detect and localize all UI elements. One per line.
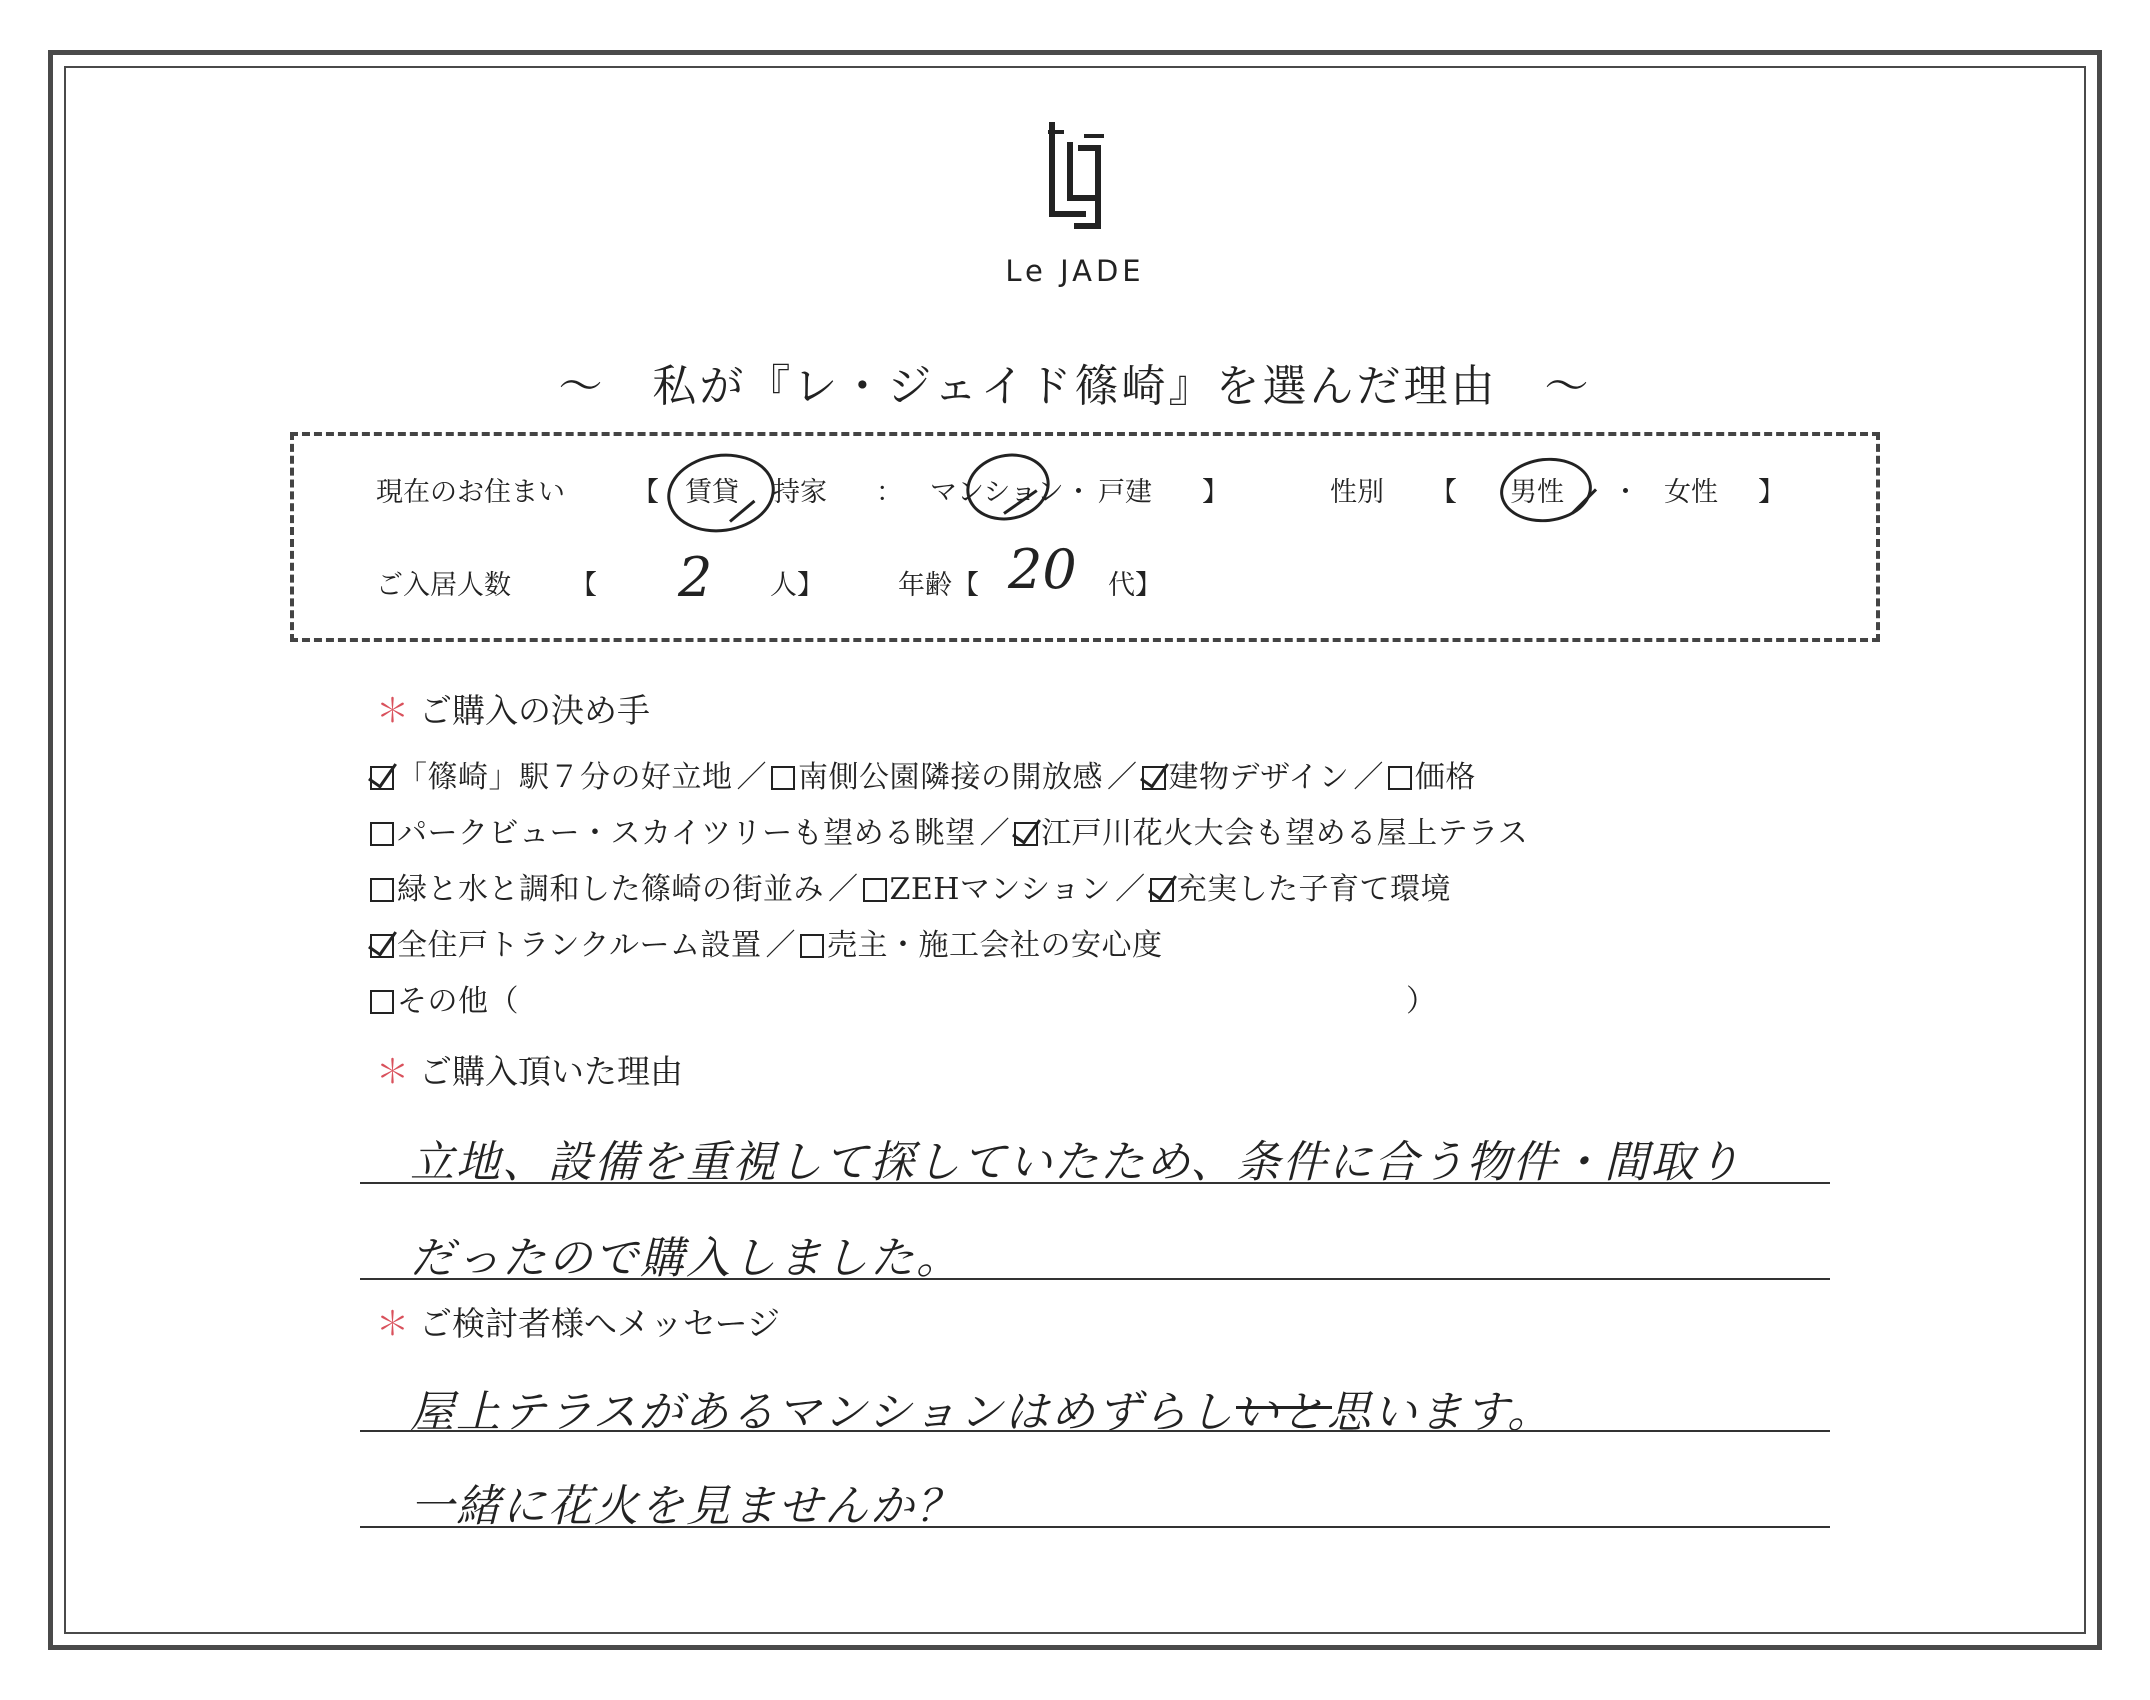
occupants-unit: 人】: [770, 570, 824, 601]
residence-option-rent: 賃貸: [685, 477, 739, 508]
option-developer-trust: 売主・施工会社の安心度: [827, 928, 1163, 963]
age-value: 20: [1008, 538, 1077, 601]
reason-heading: [376, 1046, 683, 1093]
reason-heading-text: ご購入頂いた理由: [419, 1052, 683, 1091]
option-childcare: 充実した子育て環境: [1176, 872, 1452, 907]
reason-rule-1: [360, 1182, 1830, 1184]
checkbox-shinozaki-station[interactable]: [370, 766, 394, 790]
checkbox-price[interactable]: [1388, 766, 1412, 790]
decision-line-2: パークビュー・スカイツリーも望める眺望 ／ 江戸川花火大会も望める屋上テラス: [370, 808, 1528, 852]
message-heading: [376, 1298, 780, 1345]
checkbox-trunk-room[interactable]: [370, 934, 394, 958]
decision-line-other: [370, 976, 519, 1020]
checkbox-park-openness[interactable]: [771, 766, 795, 790]
option-building-design: 建物デザイン: [1168, 760, 1350, 795]
option-trunk-room: 全住戸トランクルーム設置: [397, 928, 762, 963]
checkbox-building-design[interactable]: [1142, 766, 1166, 790]
gender-female: 女性: [1664, 477, 1718, 508]
message-heading-text: ご検討者様へメッセージ: [419, 1304, 781, 1343]
option-shinozaki-station: 「篠崎」駅７分の好立地: [397, 760, 733, 795]
option-park-openness: 南側公園隣接の開放感: [798, 760, 1103, 795]
option-other-close: ）: [1406, 984, 1437, 1019]
message-line-1: 屋上テラスがあるマンションはめずらしいと思います。: [410, 1387, 1554, 1438]
profile-box: [290, 432, 1880, 642]
gender-male: 男性: [1510, 477, 1564, 508]
checkbox-park-view[interactable]: [370, 822, 394, 846]
reason-line-1: 立地、設備を重視して探していたため、条件に合う物件・間取り: [410, 1137, 1743, 1188]
reason-heading-asterisk: ＊: [376, 1052, 409, 1091]
decision-heading: [376, 685, 650, 732]
occupants-bracket-open: 【: [570, 570, 597, 601]
page-title: ～ 私が『レ・ジェイド篠崎』を選んだ理由 ～: [558, 361, 1592, 412]
residence-bracket-close: 】: [1202, 477, 1229, 508]
option-zeh: ZEHマンション: [889, 872, 1112, 907]
brand-name: Le JADE: [1005, 254, 1145, 288]
age-unit: 代】: [1108, 570, 1162, 601]
residence-bracket-open: 【: [632, 477, 659, 508]
checkbox-townscape[interactable]: [370, 878, 394, 902]
gender-bracket-close: 】: [1758, 477, 1785, 508]
residence-label: 現在のお住まい: [376, 477, 565, 508]
checkbox-developer-trust[interactable]: [800, 934, 824, 958]
checkbox-rooftop-terrace[interactable]: [1014, 822, 1038, 846]
residence-dot: ・: [1065, 477, 1092, 508]
option-rooftop-terrace: 江戸川花火大会も望める屋上テラス: [1041, 816, 1529, 851]
option-park-view: パークビュー・スカイツリーも望める眺望: [397, 816, 976, 851]
strikethrough-mark: [1236, 1406, 1332, 1409]
option-townscape: 緑と水と調和した篠崎の街並み: [397, 872, 824, 907]
message-heading-asterisk: ＊: [376, 1304, 409, 1343]
decision-heading-text: ご購入の決め手: [419, 691, 650, 730]
reason-line-2: だったので購入しました。: [410, 1233, 962, 1284]
message-rule-2: [360, 1526, 1830, 1528]
decision-line-3: 緑と水と調和した篠崎の街並み ／ ZEHマンション ／ 充実した子育て環境: [370, 864, 1451, 908]
gender-dot: ・: [1612, 477, 1639, 508]
residence-option-mansion: マンション: [930, 477, 1064, 508]
checkbox-zeh[interactable]: [863, 878, 887, 902]
gender-label: 性別: [1330, 477, 1384, 508]
checkbox-other[interactable]: [370, 990, 394, 1014]
reason-rule-2: [360, 1278, 1830, 1280]
occupants-label: ご入居人数: [376, 570, 511, 601]
occupants-value: 2: [678, 546, 713, 609]
message-rule-1: [360, 1430, 1830, 1432]
residence-option-own: 持家: [773, 477, 827, 508]
decision-heading-asterisk: ＊: [376, 691, 409, 730]
message-line-2: 一緒に花火を見ませんか？: [410, 1481, 962, 1532]
checkbox-childcare[interactable]: [1150, 878, 1174, 902]
decision-line-1: 「篠崎」駅７分の好立地 ／ 南側公園隣接の開放感 ／ 建物デザイン ／ 価格: [370, 752, 1476, 796]
residence-colon: ：: [876, 477, 903, 508]
gender-bracket-open: 【: [1430, 477, 1457, 508]
option-other-label: その他（: [397, 984, 519, 1019]
residence-option-house: 戸建: [1098, 477, 1152, 508]
age-label: 年齢【: [898, 570, 979, 601]
le-jade-logo: [1040, 118, 1110, 236]
decision-line-4: 全住戸トランクルーム設置 ／ 売主・施工会社の安心度: [370, 920, 1163, 964]
option-price: 価格: [1414, 760, 1476, 795]
